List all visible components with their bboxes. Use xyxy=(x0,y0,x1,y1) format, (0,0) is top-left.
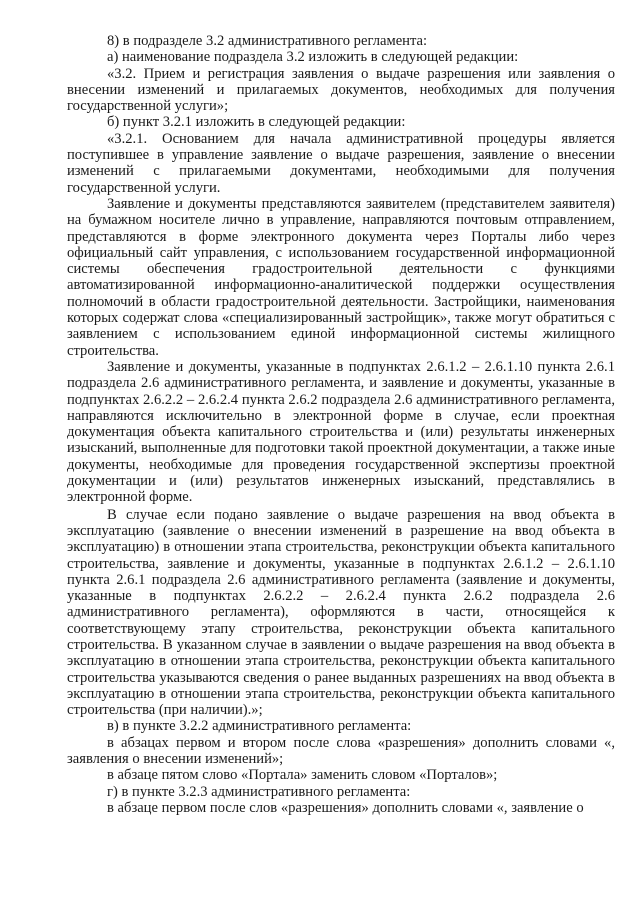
paragraph-subitem-g: г) в пункте 3.2.3 административного регламента: xyxy=(107,783,411,800)
paragraph-submission-methods: Заявление и документы представляются заявителем (представителем заявителя) на бумажном носителе лично в управление, направляются почтовым отправлением, представляются в форме электронного документа через Порталы либо через официальный сайт управления, с использованием государственной информационной системы обеспечения градостроительной деятельности с функциями автоматизированной информационно-аналитической поддержки осуществления полномочий в области градостроительной деятельности. Застройщики, наименования которых содержат слова «специализированный застройщик», также могут обратиться с заявлением с использованием единой информационной системы жилищного строительства. xyxy=(67,195,615,359)
paragraph-item-8: 8) в подразделе 3.2 административного регламента: xyxy=(107,33,428,49)
paragraph-electronic-form: Заявление и документы, указанные в подпунктах 2.6.1.2 – 2.6.1.10 пункта 2.6.1 подраздела 2.6 административного регламента, и заявление и документы, указанные в подпунктах 2.6.2.2 – 2.6.2.4 пункта 2.6.2 подраздела 2.6 административного регламента, направляются исключительно в электронной форме в случае, если проектная документация объекта капитального строительства и (или) результаты инженерных изысканий, выполненные для подготовки такой проектной документации, а также иные документы, необходимые для проведения государственной экспертизы проектной документации и (или) результатов инженерных изысканий, представлялись в электронной форме. xyxy=(67,358,615,506)
paragraph-section-title-3-2: «3.2. Прием и регистрация заявления о выдаче разрешения или заявления о внесении изменений и прилагаемых документов, необходимых для получения государственной услуги»; xyxy=(67,65,615,115)
paragraph-clause-3-2-1: «3.2.1. Основанием для начала административной процедуры является поступившее в управление заявление о выдаче разрешения, заявление о внесении изменений с прилагаемыми документами, необходимыми для получения государственной услуги. xyxy=(67,130,615,196)
paragraph-amend-abzac-5: в абзаце пятом слово «Портала» заменить словом «Порталов»; xyxy=(107,767,498,784)
paragraph-subitem-a: а) наименование подраздела 3.2 изложить в следующей редакции: xyxy=(107,49,519,66)
paragraph-subitem-v: в) в пункте 3.2.2 административного регламента: xyxy=(107,718,412,735)
paragraph-amend-3-2-3: в абзаце первом после слов «разрешения» дополнить словами «, заявление о xyxy=(107,799,584,816)
document-body xyxy=(67,33,615,816)
paragraph-construction-stage: В случае если подано заявление о выдаче разрешения на ввод объекта в эксплуатацию (заявление о внесении изменений в разрешение на ввод объекта в эксплуатацию) в отношении этапа строительства, реконструкции объекта капитального строительства, заявление и документы, указанные в подпунктах 2.6.1.2 – 2.6.1.10 пункта 2.6.1 подраздела 2.6 административного регламента (заявление и документы, указанные в подпунктах 2.6.2.2 – 2.6.2.4 пункта 2.6.2 подраздела 2.6 административного регламента), оформляются в части, относящейся к соответствующему этапу строительства, реконструкции объекта капитального строительства. В указанном случае в заявлении о выдаче разрешения на ввод объекта в эксплуатацию в отношении этапа строительства, реконструкции объекта капитального строительства указываются сведения о ранее выданных разрешениях на ввод объекта в эксплуатацию в отношении этапа строительства, реконструкции объекта капитального строительства (при наличии).»; xyxy=(67,506,615,719)
paragraph-subitem-b: б) пункт 3.2.1 изложить в следующей редакции: xyxy=(107,114,406,131)
paragraph-amend-abzac-1-2: в абзацах первом и втором после слова «разрешения» дополнить словами «, заявления о внесении изменений»; xyxy=(67,734,615,768)
